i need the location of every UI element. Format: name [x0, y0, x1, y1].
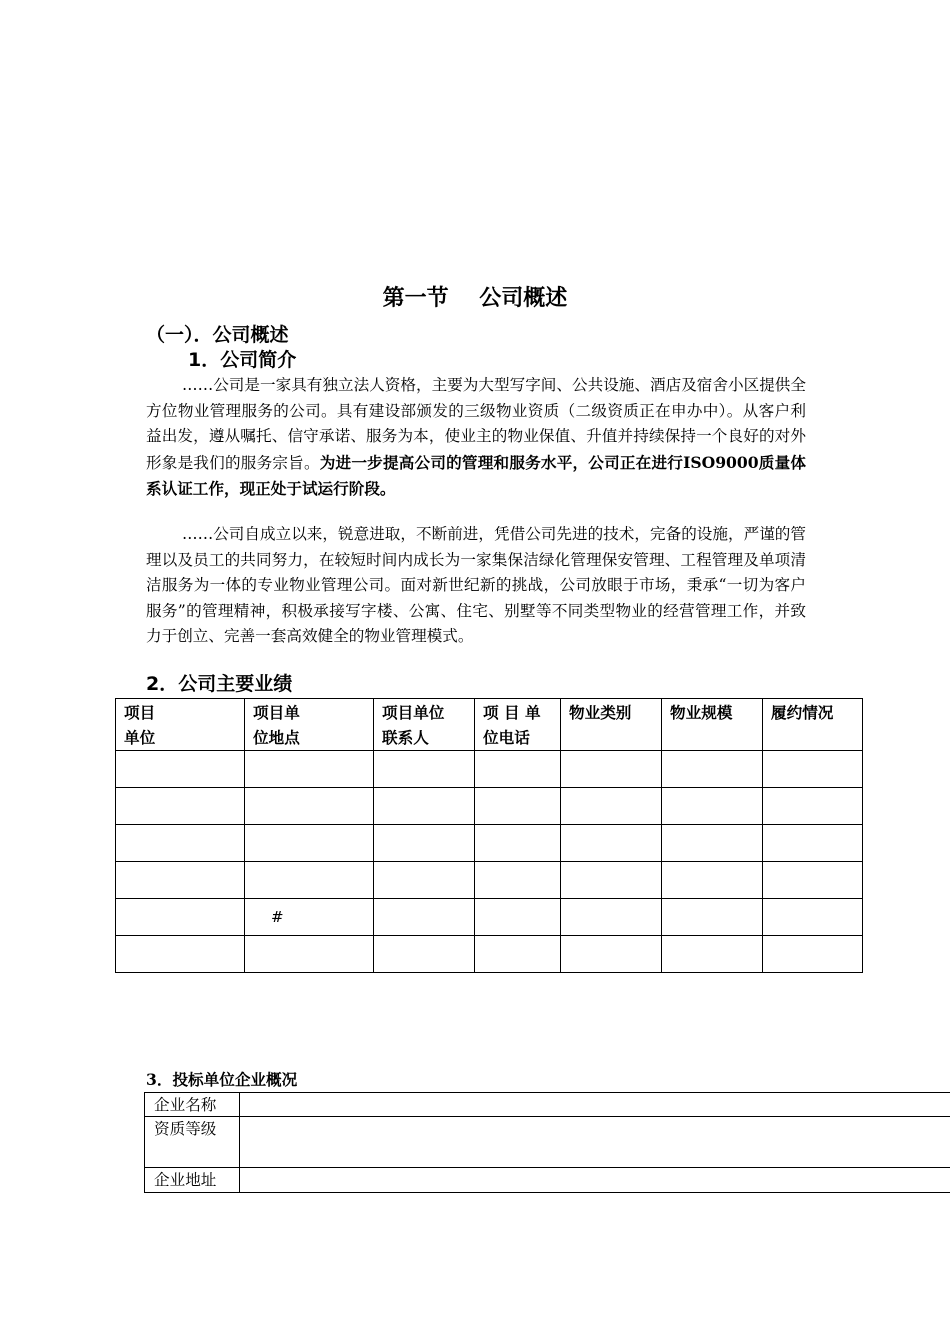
header-contact-person: 项目单位 联系人 [374, 699, 475, 751]
header-project-location: 项目单 位地点 [245, 699, 374, 751]
table-row [116, 862, 863, 899]
header-property-type: 物业类别 [561, 699, 662, 751]
table-cell-marker: # [245, 899, 374, 936]
label-enterprise-name: 企业名称 [145, 1093, 240, 1117]
table-row [145, 1117, 950, 1168]
heading-company-overview: （一）．公司概述 [146, 324, 289, 346]
header-fulfillment: 履约情况 [763, 699, 863, 751]
label-qualification-level: 资质等级 [145, 1117, 240, 1168]
table-row [116, 936, 863, 973]
value-enterprise-address [240, 1168, 950, 1193]
header-unit-phone: 项 目 单 位电话 [475, 699, 561, 751]
table-row [116, 751, 863, 788]
subheading-main-performance: 2．公司主要业绩 [146, 673, 293, 695]
section-title: 第一节 公司概述 [382, 286, 568, 311]
table-row [116, 825, 863, 862]
label-enterprise-address: 企业地址 [145, 1168, 240, 1193]
intro-paragraph-1-bold: 为进一步提高公司的管理和服务水平，公司正在进行ISO9000质量体系认证工作，现正处于试运行阶段。 [146, 452, 806, 498]
performance-table [115, 698, 863, 973]
table-row [116, 899, 863, 936]
table-row [145, 1168, 950, 1193]
header-project-unit: 项目 单位 [116, 699, 245, 751]
subheading-company-intro: 1．公司简介 [188, 349, 297, 371]
enterprise-table [144, 1092, 950, 1193]
table-row [145, 1093, 950, 1117]
header-property-scale: 物业规模 [662, 699, 763, 751]
intro-paragraph-1-text: ……公司是一家具有独立法人资格，主要为大型写字间、公共设施、酒店及宿舍小区提供全方位物业管理服务的公司。具有建设部颁发的三级物业资质（二级资质正在申办中）。从客户利益出发，遵从嘱托、信守承诺、服务为本，使业主的物业保值、升值并持续保持一个良好的对外形象是我们的服务宗旨。 [146, 376, 806, 472]
value-qualification-level [240, 1117, 950, 1168]
intro-paragraph-2: ……公司自成立以来，锐意进取，不断前进，凭借公司先进的技术，完备的设施，严谨的管理以及员工的共同努力，在较短时间内成长为一家集保洁绿化管理保安管理、工程管理及单项清洁服务为一体的专业物业管理公司。面对新世纪新的挑战，公司放眼于市场，秉承“一切为客户服务”的管理精神，积极承接写字楼、公寓、住宅、别墅等不同类型物业的经营管理工作，并致力于创立、完善一套高效健全的物业管理模式。 [146, 525, 806, 645]
subheading-enterprise-overview: 3．投标单位企业概况 [146, 1070, 298, 1089]
value-enterprise-name [240, 1093, 950, 1117]
intro-paragraph-1 [146, 373, 806, 503]
performance-table-header [116, 699, 863, 751]
table-row [116, 788, 863, 825]
